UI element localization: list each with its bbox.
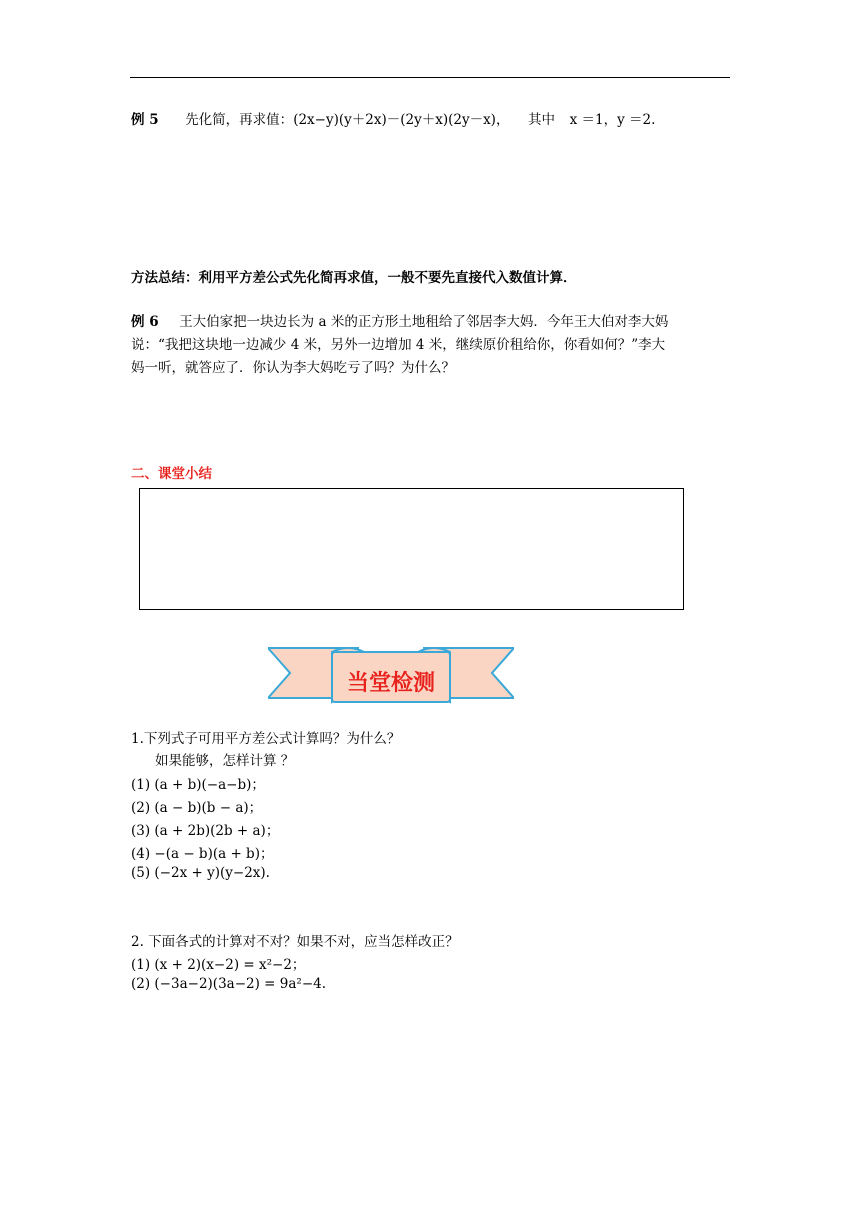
q2-title: 2. 下面各式的计算对不对？如果不对，应当怎样改正？: [131, 934, 459, 950]
example5-label: 例 5: [131, 112, 159, 128]
q1-item-5: (5) (−2x + y)(y−2x).: [131, 865, 270, 881]
q1-item-2: (2) (a − b)(b − a)；: [131, 800, 263, 816]
section-title-summary: 二、课堂小结: [131, 466, 212, 482]
example5-prefix: 先化简，再求值：: [185, 112, 294, 128]
header-rule: [130, 77, 730, 78]
example6-line1: [131, 310, 668, 330]
example5-condition: x ＝1，y ＝2.: [569, 112, 656, 128]
q1-item-3: (3) (a + 2b)(2b + a)；: [131, 823, 280, 839]
q1-item-1: (1) (a + b)(−a−b)；: [131, 777, 265, 793]
banner-title: 当堂检测: [346, 671, 435, 696]
q1-item-4: (4) −(a − b)(a + b)；: [131, 846, 274, 862]
example5-expression: (2x−y)(y＋2x)－(2y＋x)(2y－x)，: [293, 112, 510, 128]
method-summary: 方法总结：利用平方差公式先化简再求值，一般不要先直接代入数值计算．: [131, 270, 577, 286]
example6-line3: 妈一听，就答应了．你认为李大妈吃亏了吗？为什么？: [131, 360, 455, 376]
example5-condition-prefix: 其中: [528, 112, 556, 128]
q2-item-1: (1) (x + 2)(x−2) = x²−2；: [131, 957, 306, 973]
example5-line: [131, 108, 655, 128]
example6-label: 例 6: [131, 314, 159, 330]
q1-subtitle: 如果能够，怎样计算 ？: [155, 753, 295, 769]
q1-title: 1.下列式子可用平方差公式计算吗？为什么？: [131, 731, 401, 747]
example6-text1: 王大伯家把一块边长为 a 米的正方形土地租给了邻居李大妈．今年王大伯对李大妈: [179, 314, 669, 330]
example6-line2: 说：“我把这块地一边减少 4 米，另外一边增加 4 米，继续原价租给你，你看如何？”李大: [131, 337, 666, 353]
summary-box[interactable]: [139, 488, 684, 610]
q2-item-2: (2) (−3a−2)(3a−2) = 9a²−4.: [131, 976, 327, 992]
